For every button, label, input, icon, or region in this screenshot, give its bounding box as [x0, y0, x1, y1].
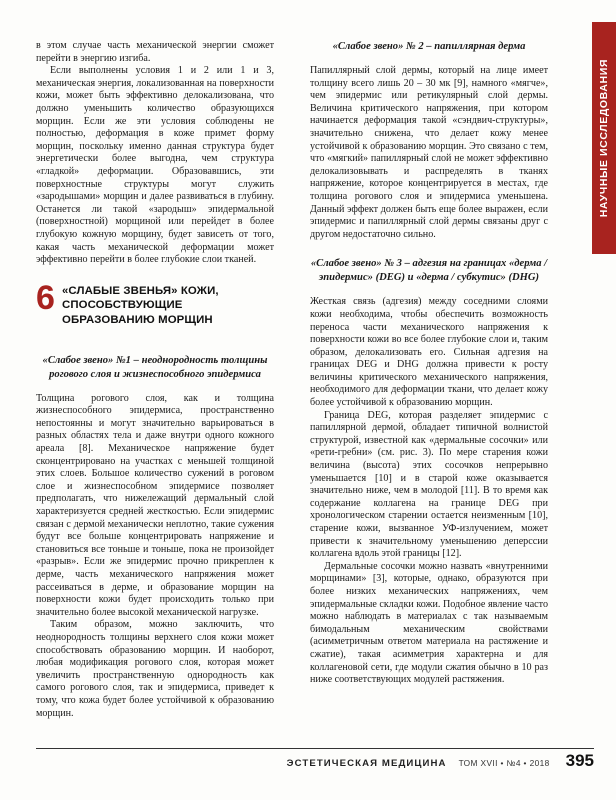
paragraph: Дермальные сосочки можно назвать «внутренними морщинами» [3], которые, однако, образуются при более низких механических напряжениях, чем эпидермальные складки кожи. Подобное явление часто можно наблюдать в материалах с так называемым бимодальным механическим свойствами (асимметричным ответом материала на растяжение и сжатие), такая асимметрия характерна и для коллагеновой сети, где модули сжатия обычно в 10 раз ниже соответствующих модулей растяжения.	[310, 560, 548, 686]
paragraph: Толщина рогового слоя, как и толщина жизнеспособного эпидермиса, пространственно непостоянны и могут значительно варьироваться в разных областях тела и даже внутри одного кожного ареала [8]. Механическое напряжение будет сконцентрировано на участках с меньшей толщиной этих слоев. Большое количество сужений в роговом слое и жизнеспособном эпидермисе позволяет предполагать, что нижележащий дермальный слой характеризуется средней жесткостью. Если эпидермис связан с дермой механически неплотно, такие сужения будут все больше концентрировать напряжение и становиться все тоньше и тоньше, пока не произойдет «разрыв». Если же эпидермис прочно прикреплен к дерме, часть механического напряжения может рассеиваться в дерме, и образование морщин на поверхности кожи будет происходить только при значительно более высокой механической нагрузке.	[36, 392, 274, 618]
footer-divider	[36, 748, 594, 749]
left-column	[36, 40, 274, 720]
subheading-weak-link-3: «Слабое звено» № 3 – адгезия на границах «дерма / эпидермис» (DEG) и «дерма / субкутис» (DHG)	[310, 258, 548, 284]
journal-title: ЭСТЕТИЧЕСКАЯ МЕДИЦИНА	[286, 758, 447, 769]
chapter-heading	[36, 278, 274, 338]
subheading-weak-link-2: «Слабое звено» № 2 – папиллярная дерма	[332, 41, 526, 52]
page-number: 395	[565, 751, 594, 770]
chapter-title: «СЛАБЫЕ ЗВЕНЬЯ» КОЖИ, СПОСОБСТВУЮЩИЕ ОБРАЗОВАНИЮ МОРЩИН	[62, 284, 219, 326]
paragraph: Таким образом, можно заключить, что неоднородность толщины верхнего слоя кожи может способствовать образованию морщин. И наоборот, любая модификация рогового слоя, которая может увеличить пространственную однородность как самого рогового слоя, так и эпидермиса, приведет к тому, что кожа будет более устойчивой к образованию морщин.	[36, 619, 274, 719]
paragraph: в этом случае часть механической энергии сможет перейти в энергию изгиба.	[36, 40, 274, 64]
article-columns	[36, 40, 548, 740]
section-side-tab-label: НАУЧНЫЕ ИССЛЕДОВАНИЯ	[598, 58, 610, 218]
paragraph: Если выполнены условия 1 и 2 или 1 и 3, механическая энергия, локализованная на поверхности кожи, может быть эффективно делокализована, что должно уменьшить количество образующихся морщин. Если же эти условия соблюдены не полностью, деформация в коже примет форму морщин, поскольку именно данная структура будет энергетически более выгодна, чем структура «гладкой» деформации. Образовавшись, эти поверхностные структуры могут служить «зародышами» морщин и далее развиваться в глубину. Останется ли такой «зародыш» эпидермальной (поверхностной) морщиной или перейдет в более глубокую кожную морщину, будет зависеть от того, какая часть механической деформации может эффективно перейти в более глубокие слои тканей.	[36, 65, 274, 266]
right-column	[310, 40, 548, 687]
paragraph: Жесткая связь (адгезия) между соседними слоями кожи необходима, чтобы обеспечить возможность переноса части механического напряжения к поверхности кожи во все более глубокие слои и, таким образом, делокализовать его. Сильная адгезия на границах DEG и DHG должна привести к росту величины критического механического напряжения, необходимого для деформации ткани, что делает кожу более устойчивой к образованию морщин.	[310, 296, 548, 409]
subheading-weak-link-1: «Слабое звено» №1 – неоднородность толщины рогового слоя и жизнеспособного эпидермиса	[42, 354, 268, 380]
footer-content	[36, 752, 594, 769]
page-footer	[36, 748, 594, 774]
paragraph: Граница DEG, которая разделяет эпидермис с папиллярной дермой, обладает типичной волнистой структурой, известной как «дермальные сосочки» или «рети-гребни» (см. рис. 3). По мере старения кожи величина (высота) этих сосочков непрерывно уменьшается [10] и в старой коже оказывается значительно ниже, чем в молодой [11]. В то время как содержание коллагена на границе DEG при хронологическом старении остается неизменным [10], старение кожи, вызванное УФ-излучением, может привести к значительному уменьшению деперссии коллагена вдоль этой границы [12].	[310, 409, 548, 560]
paragraph: Папиллярный слой дермы, который на лице имеет толщину всего лишь 20 – 30 мк [9], намного «мягче», чем эпидермис или ретикулярный слой дермы. Величина критического напряжения, при котором начинается деформация такой «сэндвич-структуры», значительно снижена, что делает кожу менее устойчивой к образованию морщин. Это связано с тем, что «мягкий» папиллярный слой не может эффективно делокализовывать и распределять в тканях напряжение, которое концентрируется в местах, где толщина рогового слоя и эпидермиса уменьшена. Данный эффект должен быть еще более выражен, если эпидермис и папиллярный слой дермы связаны друг с другом недостаточно сильно.	[310, 65, 548, 240]
section-side-tab	[592, 22, 616, 254]
chapter-number: 6	[36, 278, 55, 317]
issue-info: ТОМ XVII • №4 • 2018	[458, 758, 550, 768]
